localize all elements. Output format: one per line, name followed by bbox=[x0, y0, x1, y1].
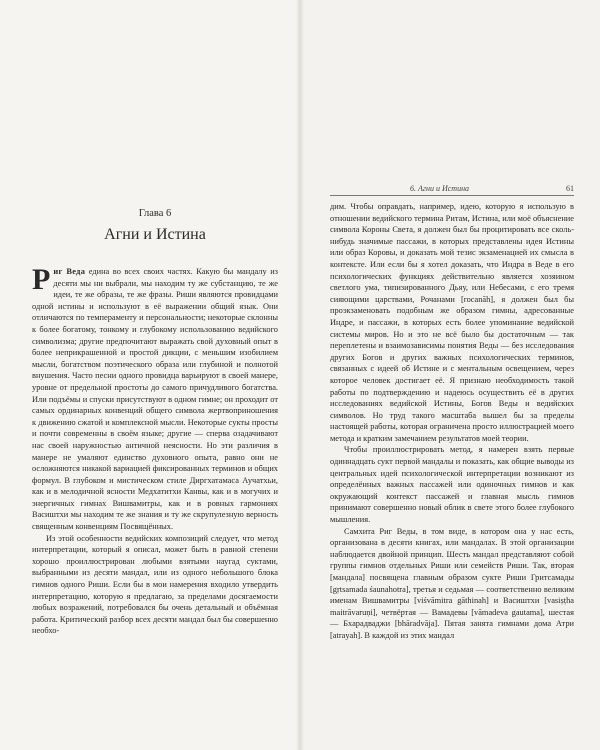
running-head bbox=[330, 184, 574, 196]
running-head-title: 6. Агни и Истина bbox=[410, 184, 470, 193]
left-paragraph-2: Из этой особенности ведийских композиций следует, что метод интерпретации, который я описал, может быть в равной степени хорошо проиллюстрирован любыми взятыми наугад суктами, выбранными из десяти мандал, или из одного небольшого блока гимнов одного Риши. Если бы в мои намерения входило утвердить интерпретацию, которую я предлагаю, за пределами досягаемости любых возражений, потребовался бы очень детальный и объёмная работа. Критический разбор всех десяти мандал был бы совершенно необхо- bbox=[32, 533, 278, 636]
lead-smallcaps: иг Веда bbox=[53, 267, 86, 276]
right-page-text bbox=[330, 201, 574, 642]
left-paragraph-1 bbox=[32, 263, 278, 533]
page-number: 61 bbox=[566, 184, 574, 193]
drop-cap: Р bbox=[32, 263, 51, 296]
book-gutter bbox=[296, 0, 304, 750]
left-page-text bbox=[32, 263, 278, 637]
chapter-label: Глава 6 bbox=[138, 208, 172, 219]
right-paragraph-2: Чтобы проиллюстрировать метод, я намерен взять первые одиннадцать сукт первой мандалы и показать, как общие выводы из центральных идей психологической интерпретации возникают из определённых важных пассажей или одиночных гимнов и как окружающий контекст пассажей и главная мысль гимнов принимают совершенно новый облик в свете этого более глубокого мышления. bbox=[330, 445, 574, 525]
chapter-title: Агни и Истина bbox=[104, 226, 206, 243]
paragraph-text: едина во всех своих частях. Какую бы мандалу из десяти мы ни выбрали, мы находим ту же субстанцию, те же идеи, те же образы, те же фразы. Риши являются провидцами одной истины и используют в её выражении общий язык. Они отличаются по темпераменту и персональности; некоторые склонны к более богатому, тонкому и глубокому использованию ведийского символизма; другие предпочитают выражать свой духовный опыт в более неприкрашенной и простой дикции, с меньшим изобилием мысли, богатством поэтического образа или глубиной и полнотой внушения. Часто песни одного провидца варьируют в своей манере, уровне от предельной простоты до самого причудливого богатства. Или подъёмы и спуски присутствуют в одном гимне; он проходит от самых ординарных конвенций общего символа жертвоприношения к движению сжатой и комплексной мысли. Некоторые сукты просты и почти современны в своём языке; другие — сперва озадачивают нас своей наружностью античной неясности. Но эти различия в манере не умаляют единство духовного опыта, равно они не осложняются никакой вариацией фиксированных терминов и общих формул. В глубоком и мистическом стиле Диргхатамаса Аучатхьи, как и в мелодичной ясности Медхатитхи Канвы, как и в могучих и энергичных гимнах Вишвамитры, как и в ровных гармониях Васиштхи мы находим те же знания и ту же скрупулезную верность священным конвенциям Посвящённых. bbox=[32, 267, 278, 532]
right-paragraph-1: дим. Чтобы оправдать, например, идею, которую я использую в отношении ведийского термина Ритам, Истина, или моё объяснение символа Короны Света, я должен был бы процитировать все сколь-нибудь значимые пассажи, в которых представлены идея Истины или образ Коровы, и доказать мой тезис экзаменацией их смысла в контексте. Или если бы я хотел доказать, что Индра в Веде в его психологических функциях действительно является хозяином светлого ума, типизированного Дьяу, или Небесами, с его тремя сияющими царствами, Рочанами [rocanāh], я должен был бы проэкзаменовать подобным же образом гимны, адресованные Индре, и пассажи, в которых есть более упоминание ведийской системы миров. Но и это не всё было бы достаточным — так переплетены и взаимозависимы понятия Веды — без исследования других Богов и других важных психологических терминов, связанных с идеей об Истине и с ментальным освещением, через которое человек достигает её. Я признаю необходимость такой работы по подтверждению и надеюсь осуществить её в других исследованиях ведийской Истины, Богов Веды и ведийских символов. Но труд такого масштаба вышел бы за пределы настоящей работы, которая ограничена просто иллюстрацией моего метода и кратким замечанием результатов моей теории. bbox=[330, 202, 574, 443]
right-paragraph-3: Самхита Риг Веды, в том виде, в котором она у нас есть, организована в десяти книгах, или мандалах. В этой организации наблюдается двойной принцип. Шесть мандал представляют собой группы гимнов отдельных Риши или семейств Риши. Так, вторая [мандала] посвящена главным образом сукте Риши Гритсамады [gṛtsamada śaunahotra], третья и седьмая — соответственно великим именам Вишвамитры [viśvāmitra gāthinah] и Васиштхи [vasiṣṭha maitrāvaruṇi], четвёртая — Вамадевы [vāmadeva gautama], шестая — Бхарадваджи [bhāradvāja]. Пятая занята гимнами дома Атри [atrayah]. В каждой из этих мандал bbox=[330, 526, 574, 640]
